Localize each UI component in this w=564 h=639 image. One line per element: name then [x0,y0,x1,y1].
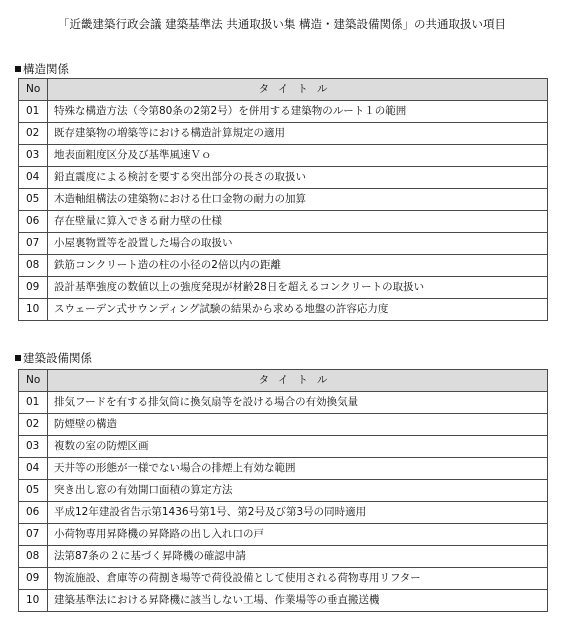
column-header-no: No [19,370,48,392]
section-heading-label: 建築設備関係 [23,351,92,365]
structure-items-table [18,78,548,321]
row-number: 02 [19,414,48,436]
row-number: 01 [19,392,48,414]
row-title: 既存建築物の増築等における構造計算規定の適用 [48,123,548,145]
row-title: 突き出し窓の有効開口面積の算定方法 [48,480,548,502]
row-number: 02 [19,123,48,145]
table-row [19,414,548,436]
column-header-no: No [19,79,48,101]
row-title: 鉛直震度による検討を要する突出部分の長さの取扱い [48,167,548,189]
row-title: 鉄筋コンクリート造の柱の小径の2倍以内の距離 [48,255,548,277]
table-row [19,233,548,255]
table-row [19,480,548,502]
table-row [19,211,548,233]
row-number: 08 [19,546,48,568]
equipment-items-table [18,369,548,612]
row-number: 03 [19,145,48,167]
row-number: 05 [19,480,48,502]
row-title: 天井等の形態が一様でない場合の排煙上有効な範囲 [48,458,548,480]
table-body [19,392,548,612]
row-title: 特殊な構造方法（令第80条の2第2号）を併用する建築物のルート１の範囲 [48,101,548,123]
table-header-row [19,370,548,392]
table-body [19,101,548,321]
row-number: 10 [19,590,48,612]
row-number: 08 [19,255,48,277]
row-number: 09 [19,277,48,299]
column-header-title: タイトル [48,79,548,101]
row-title: 存在壁量に算入できる耐力壁の仕様 [48,211,548,233]
table-row [19,392,548,414]
square-bullet-icon [15,355,21,361]
table-row [19,123,548,145]
square-bullet-icon [15,66,21,72]
section-heading-structure [15,62,69,76]
table-header-row [19,79,548,101]
table-row [19,101,548,123]
table-row [19,299,548,321]
table-row [19,546,548,568]
table-row [19,167,548,189]
row-number: 09 [19,568,48,590]
row-title: 小荷物専用昇降機の昇降路の出し入れ口の戸 [48,524,548,546]
row-number: 01 [19,101,48,123]
row-number: 03 [19,436,48,458]
table-row [19,255,548,277]
row-number: 04 [19,167,48,189]
row-title: 排気フードを有する排気筒に換気扇等を設ける場合の有効換気量 [48,392,548,414]
page-title: 「近畿建築行政会議 建築基準法 共通取扱い集 構造・建築設備関係」の共通取扱い項目 [58,17,506,31]
row-number: 06 [19,211,48,233]
row-number: 06 [19,502,48,524]
table-row [19,568,548,590]
row-number: 07 [19,233,48,255]
row-number: 10 [19,299,48,321]
row-title: 設計基準強度の数値以上の強度発現が材齢28日を超えるコンクリートの取扱い [48,277,548,299]
section-heading-label: 構造関係 [23,62,69,76]
column-header-title: タイトル [48,370,548,392]
row-title: スウェーデン式サウンディング試験の結果から求める地盤の許容応力度 [48,299,548,321]
table-row [19,458,548,480]
table-row [19,277,548,299]
row-title: 平成12年建設省告示第1436号第1号、第2号及び第3号の同時適用 [48,502,548,524]
row-title: 木造軸組構法の建築物における仕口金物の耐力の加算 [48,189,548,211]
row-title: 建築基準法における昇降機に該当しない工場、作業場等の垂直搬送機 [48,590,548,612]
table-row [19,189,548,211]
row-title: 地表面粗度区分及び基準風速Ｖｏ [48,145,548,167]
table-row [19,502,548,524]
row-title: 複数の室の防煙区画 [48,436,548,458]
table-row [19,590,548,612]
row-number: 05 [19,189,48,211]
row-number: 04 [19,458,48,480]
row-title: 法第87条の２に基づく昇降機の確認申請 [48,546,548,568]
row-title: 小屋裏物置等を設置した場合の取扱い [48,233,548,255]
table-row [19,524,548,546]
row-title: 防煙壁の構造 [48,414,548,436]
table-row [19,145,548,167]
table-row [19,436,548,458]
section-heading-equipment [15,351,92,365]
row-number: 07 [19,524,48,546]
row-title: 物流施設、倉庫等の荷捌き場等で荷役設備として使用される荷物専用リフター [48,568,548,590]
